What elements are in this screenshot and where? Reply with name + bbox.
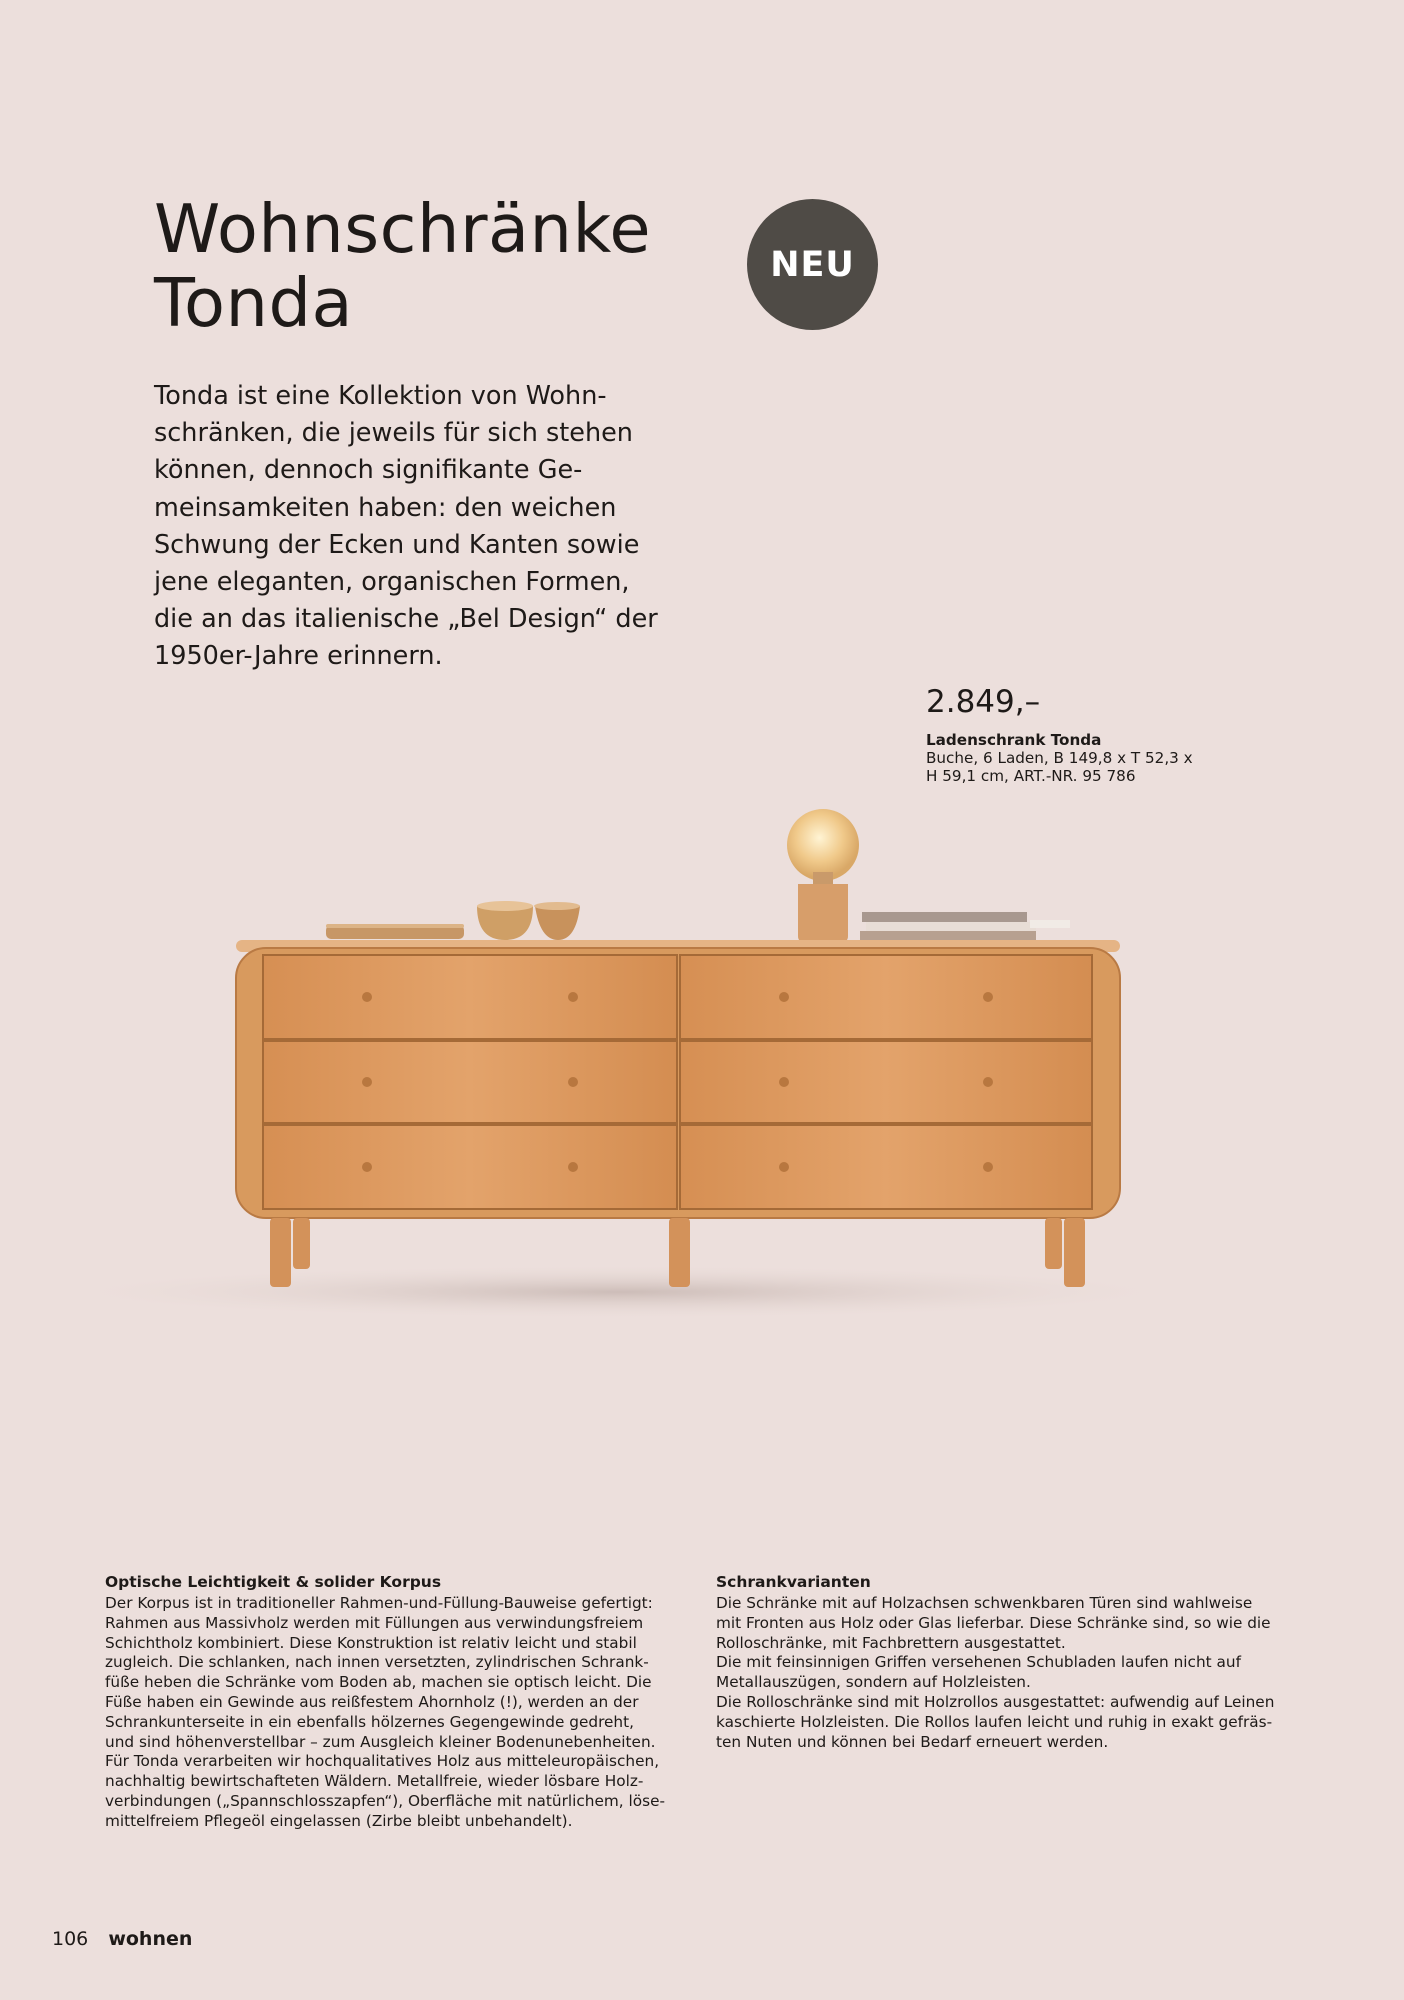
intro-text: Tonda ist eine Kollektion von Wohn- schränken, die jeweils für sich stehen können, dennoch signifikante Ge- meinsamkeiten haben: den weichen Schwung der Ecken und Kanten sowie jene eleganten, organischen Formen, die an das italienische „Bel Design“ der 1950er-Jahre erinnern. (154, 381, 658, 672)
wooden-tray (326, 924, 464, 939)
floor-shadow (80, 1266, 1160, 1318)
product-photo (0, 790, 1404, 1330)
wooden-bowl-small (534, 902, 580, 940)
drawer-row-2 (263, 1041, 1092, 1123)
column-right-text: Die Schränke mit auf Holzachsen schwenkbaren Türen sind wahlweise mit Fronten aus Holz oder Glas lieferbar. Diese Schränke sind, so wie die Rolloschränke, mit Fachbrettern ausgestattet. Die mit feinsinnigen Griffen versehenen Schubladen laufen nicht auf Metallauszügen, sondern auf Holzleisten. Die Rolloschränke sind mit Holzrollos ausgestattet: aufwendig auf Leinen kaschierte Holzleisten. Die Rollos laufen leicht und ruhig in exakt gefräs- ten Nuten und können bei Bedarf erneuert werden. (716, 1594, 1275, 1751)
product-description: Buche, 6 Laden, B 149,8 x T 52,3 x H 59,1 cm, ART.-NR. 95 786 (926, 749, 1193, 785)
new-badge-label: NEU (770, 244, 855, 285)
product-name: Ladenschrank Tonda (926, 731, 1102, 749)
table-lamp (787, 809, 859, 942)
drawer-row-1 (263, 955, 1092, 1039)
column-right-heading: Schrankvarianten (716, 1573, 871, 1591)
page-footer (52, 1928, 192, 1950)
section-name: wohnen (108, 1928, 193, 1950)
page-number: 106 (52, 1928, 89, 1950)
sideboard-cabinet (236, 940, 1120, 1287)
title-line-1: Wohnschränke (154, 190, 652, 268)
column-left-text: Der Korpus ist in traditioneller Rahmen-und-Füllung-Bauweise gefertigt: Rahmen aus Massivholz werden mit Füllungen aus verwindungsfreiem Schichtholz kombiniert. Diese Konstruktion ist relativ leicht und stabil zugleich. Die schlanken, nach innen versetzten, zylindrischen Schrank- füße heben die Schränke vom Boden ab, machen sie optisch leicht. Die Füße haben ein Gewinde aus reißfestem Ahornholz (!), werden an der Schrankunterseite in ein ebenfalls hölzernes Gegengewinde gedreht, und sind höhenverstellbar – zum Ausgleich kleiner Bodenunebenheiten. Für Tonda verarbeiten wir hochqualitatives Holz aus mitteleuropäischen, nachhaltig bewirtschafteten Wäldern. Metallfreie, wieder lösbare Holz- verbindungen („Spannschlosszapfen“), Oberfläche mit natürlichem, löse- mittelfreiem Pflegeöl eingelassen (Zirbe bleibt unbehandelt). (105, 1594, 666, 1830)
title-line-2: Tonda (154, 264, 354, 342)
product-price: 2.849,– (926, 684, 1041, 720)
drawer-row-3 (263, 1125, 1092, 1209)
new-badge (747, 199, 878, 330)
wooden-bowl-large (477, 901, 533, 940)
page-title (154, 192, 651, 340)
book-stack (860, 912, 1070, 940)
column-left-heading: Optische Leichtigkeit & solider Korpus (105, 1573, 442, 1591)
